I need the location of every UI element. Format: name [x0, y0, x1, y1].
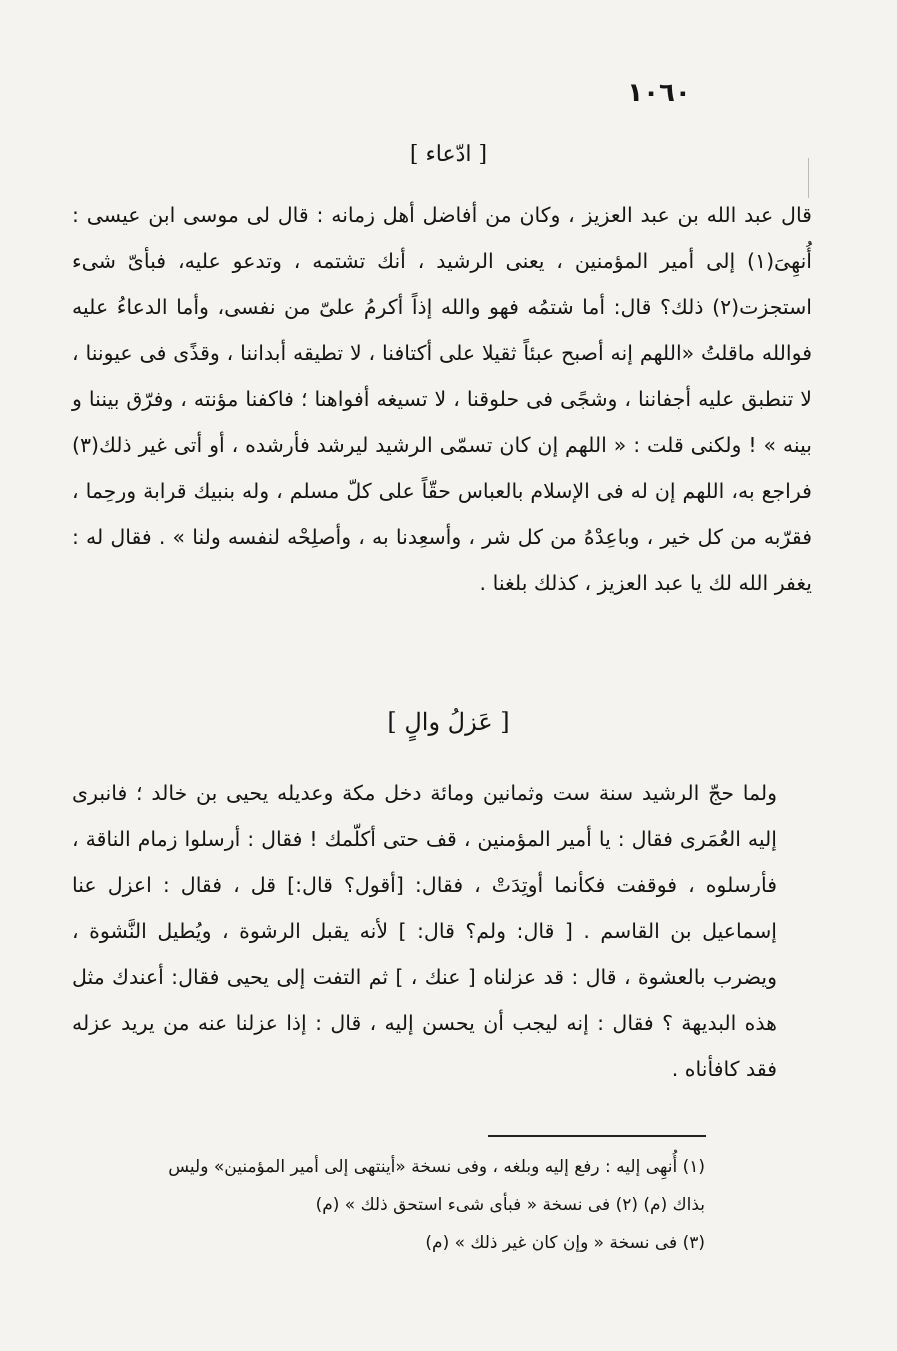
footnote-line: (٣) فى نسخة « وإن كان غير ذلك » (م): [425, 1233, 705, 1253]
footnote-line: (١) أُنهِى إليه : رفع إليه وبلغه ، وفى نسخة «أينتهى إلى أمير المؤمنين» وليس: [168, 1157, 705, 1177]
footnotes: [95, 1148, 705, 1262]
footnote-divider: [488, 1135, 706, 1137]
footnote-line: بذاك (م) (٢) فى نسخة « فبأى شىء استحق ذلك » (م): [315, 1195, 705, 1215]
section-heading-claim: [ ادّعاء ]: [409, 142, 488, 167]
paragraph-text: قال عبد الله بن عبد العزيز ، وكان من أفاضل أهل زمانه : قال لى موسى ابن عيسى : أُنهِىَ(١) إلى أمير المؤمنين ، يعنى الرشيد ، أنك تشتمه ، وتدعو عليه، فبأىّ شىء استجزت(٢) ذلك؟ قال: أما شتمُه فهو والله إذاً أكرمُ علىّ من نفسى، وأما الدعاءُ عليه فوالله ماقلتُ «اللهم إنه أصبح عبئاً ثقيلا على أكتافنا ، لا تطيقه أبداننا ، وقذًى فى عيوننا ، لا تنطبق عليه أجفاننا ، وشجًى فى حلوقنا ، لا تسيغه أفواهنا ؛ فاكفنا مؤنته ، وفرّق بيننا و بينه » ! ولكنى قلت : « اللهم إن كان تسمّى الرشيد ليرشد فأرشده ، أو أتى غير ذلك(٣) فراجع به، اللهم إن له فى الإسلام بالعباس حقّاً على كلّ مسلم ، وله بنبيك قرابة ورحِما ، فقرّبه من كل خير ، وباعِدْهُ من كل شر ، وأسعِدنا به ، وأصلِحْه لنفسه ولنا » . فقال له : يغفر الله لك يا عبد العزيز ، كذلك بلغنا .: [72, 203, 812, 595]
paragraph-text: ولما حجّ الرشيد سنة ست وثمانين ومائة دخل مكة وعديله يحيى بن خالد ؛ فانبرى إليه العُمَرى فقال : يا أمير المؤمنين ، قف حتى أكلّمك ! فقال : أرسلوا زمام الناقة ، فأرسلوه ، فوقفت فكأنما أوتِدَتْ ، فقال: [أقول؟ قال:] قل ، فقال : اعزل عنا إسماعيل بن القاسم . [ قال: ولم؟ قال: ] لأنه يقبل الرشوة ، ويُطيل النَّشوة ، ويضرب بالعشوة ، قال : قد عزلناه [ عنك ، ] ثم التفت إلى يحيى فقال: أعندك مثل هذه البديهة ؟ فقال : إنه ليجب أن يحسن إليه ، قال : إذا عزلنا عنه من يريد عزله فقد كافأناه .: [72, 781, 777, 1081]
section-paragraph-dismissal: [72, 770, 777, 1092]
section-heading-dismissal: [ عَزلُ والٍ ]: [387, 708, 510, 736]
section-paragraph-claim: [72, 192, 812, 606]
page-number: ١٠٦٠: [627, 78, 691, 108]
